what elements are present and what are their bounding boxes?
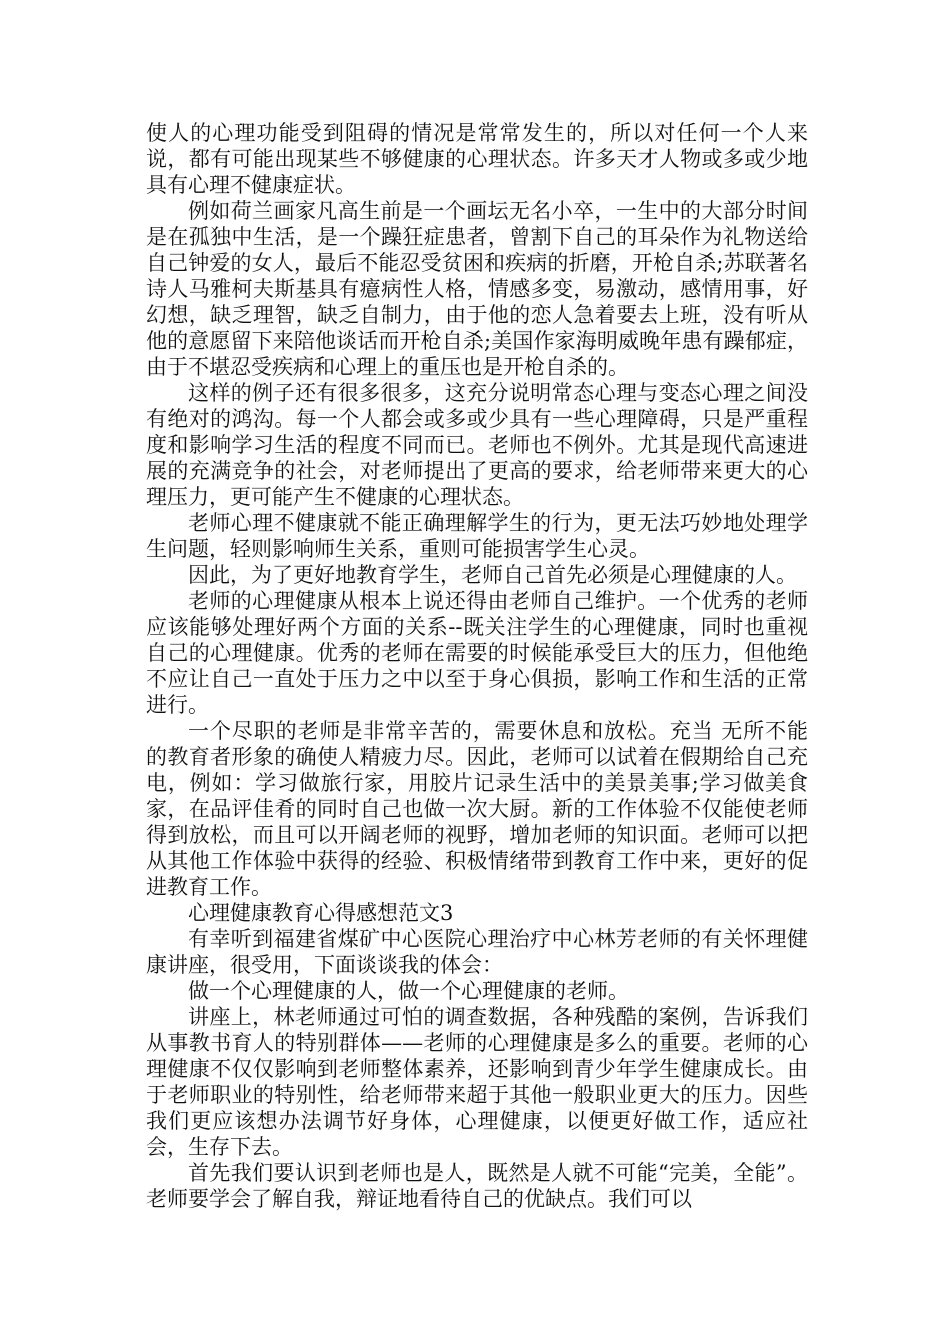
paragraph-7: 一个尽职的老师是非常辛苦的，需要休息和放松。充当 无所不能 的教育者形象的确使人精疲力尽。因此，老师可以试着在假期给自己充电，例如：学习做旅行家，用胶片记录生活中的美景美事;学习做美食家，在品评佳肴的同时自己也做一次大厨。新的工作体验不仅能使老师得到放松，而且可以开阔老师的视野，增加老师的知识面。老师可以把从其他工作体验中获得的经验、积极情绪带到教育工作中来，更好的促进教育工作。 bbox=[146, 719, 808, 899]
paragraph-5: 因此，为了更好地教育学生，老师自己首先必须是心理健康的人。 bbox=[188, 563, 797, 587]
paragraph-2: 例如荷兰画家凡高生前是一个画坛无名小卒，一生中的大部分时间是在孤独中生活，是一个躁狂症患者，曾割下自己的耳朵作为礼物送给自己钟爱的女人，最后不能忍受贫困和疾病的折磨，开枪自杀;苏联著名诗人马雅柯夫斯基具有癔病性人格，情感多变，易激动，感情用事，好幻想，缺乏理智，缺乏自制力，由于他的恋人急着要去上班，没有听从他的意愿留下来陪他谈话而开枪自杀;美国作家海明威晚年患有躁郁症，由于不堪忍受疾病和心理上的重压也是开枪自杀的。 bbox=[146, 199, 808, 379]
paragraph-9: 做一个心理健康的人，做一个心理健康的老师。 bbox=[188, 979, 629, 1003]
paragraph-3: 这样的例子还有很多很多，这充分说明常态心理与变态心理之间没有绝对的鸿沟。每一个人都会或多或少具有一些心理障碍，只是严重程度和影响学习生活的程度不同而已。老师也不例外。尤其是现代高速进展的充满竞争的社会，对老师提出了更高的要求，给老师带来更大的心理压力，更可能产生不健康的心理状态。 bbox=[146, 381, 808, 509]
paragraph-4: 老师心理不健康就不能正确理解学生的行为，更无法巧妙地处理学生问题，轻则影响师生关系，重则可能损害学生心灵。 bbox=[146, 511, 808, 561]
document-body bbox=[146, 120, 808, 1212]
paragraph-8: 有幸听到福建省煤矿中心医院心理治疗中心林芳老师的有关怀理健康讲座，很受用，下面谈谈我的体会： bbox=[146, 927, 808, 977]
paragraph-1: 使人的心理功能受到阻碍的情况是常常发生的，所以对任何一个人来说，都有可能出现某些不够健康的心理状态。许多天才人物或多或少地具有心理不健康症状。 bbox=[146, 121, 808, 197]
section-heading: 心理健康教育心得感想范文3 bbox=[188, 901, 454, 925]
paragraph-11: 首先我们要认识到老师也是人，既然是人就不可能“完美，全能”。老师要学会了解自我，辩证地看待自己的优缺点。我们可以 bbox=[146, 1161, 808, 1211]
paragraph-6: 老师的心理健康从根本上说还得由老师自己维护。一个优秀的老师应该能够处理好两个方面的关系--既关注学生的心理健康，同时也重视自己的心理健康。优秀的老师在需要的时候能承受巨大的压力，但他绝不应让自己一直处于压力之中以至于身心俱损，影响工作和生活的正常进行。 bbox=[146, 589, 808, 717]
paragraph-10: 讲座上，林老师通过可怕的调查数据，各种残酷的案例，告诉我们从事教书育人的特别群体——老师的心理健康是多么的重要。老师的心理健康不仅仅影响到老师整体素养，还影响到青少年学生健康成长。由于老师职业的特别性，给老师带来超于其他一般职业更大的压力。因些我们更应该想办法调节好身体，心理健康，以便更好做工作，适应社会，生存下去。 bbox=[146, 1005, 808, 1159]
